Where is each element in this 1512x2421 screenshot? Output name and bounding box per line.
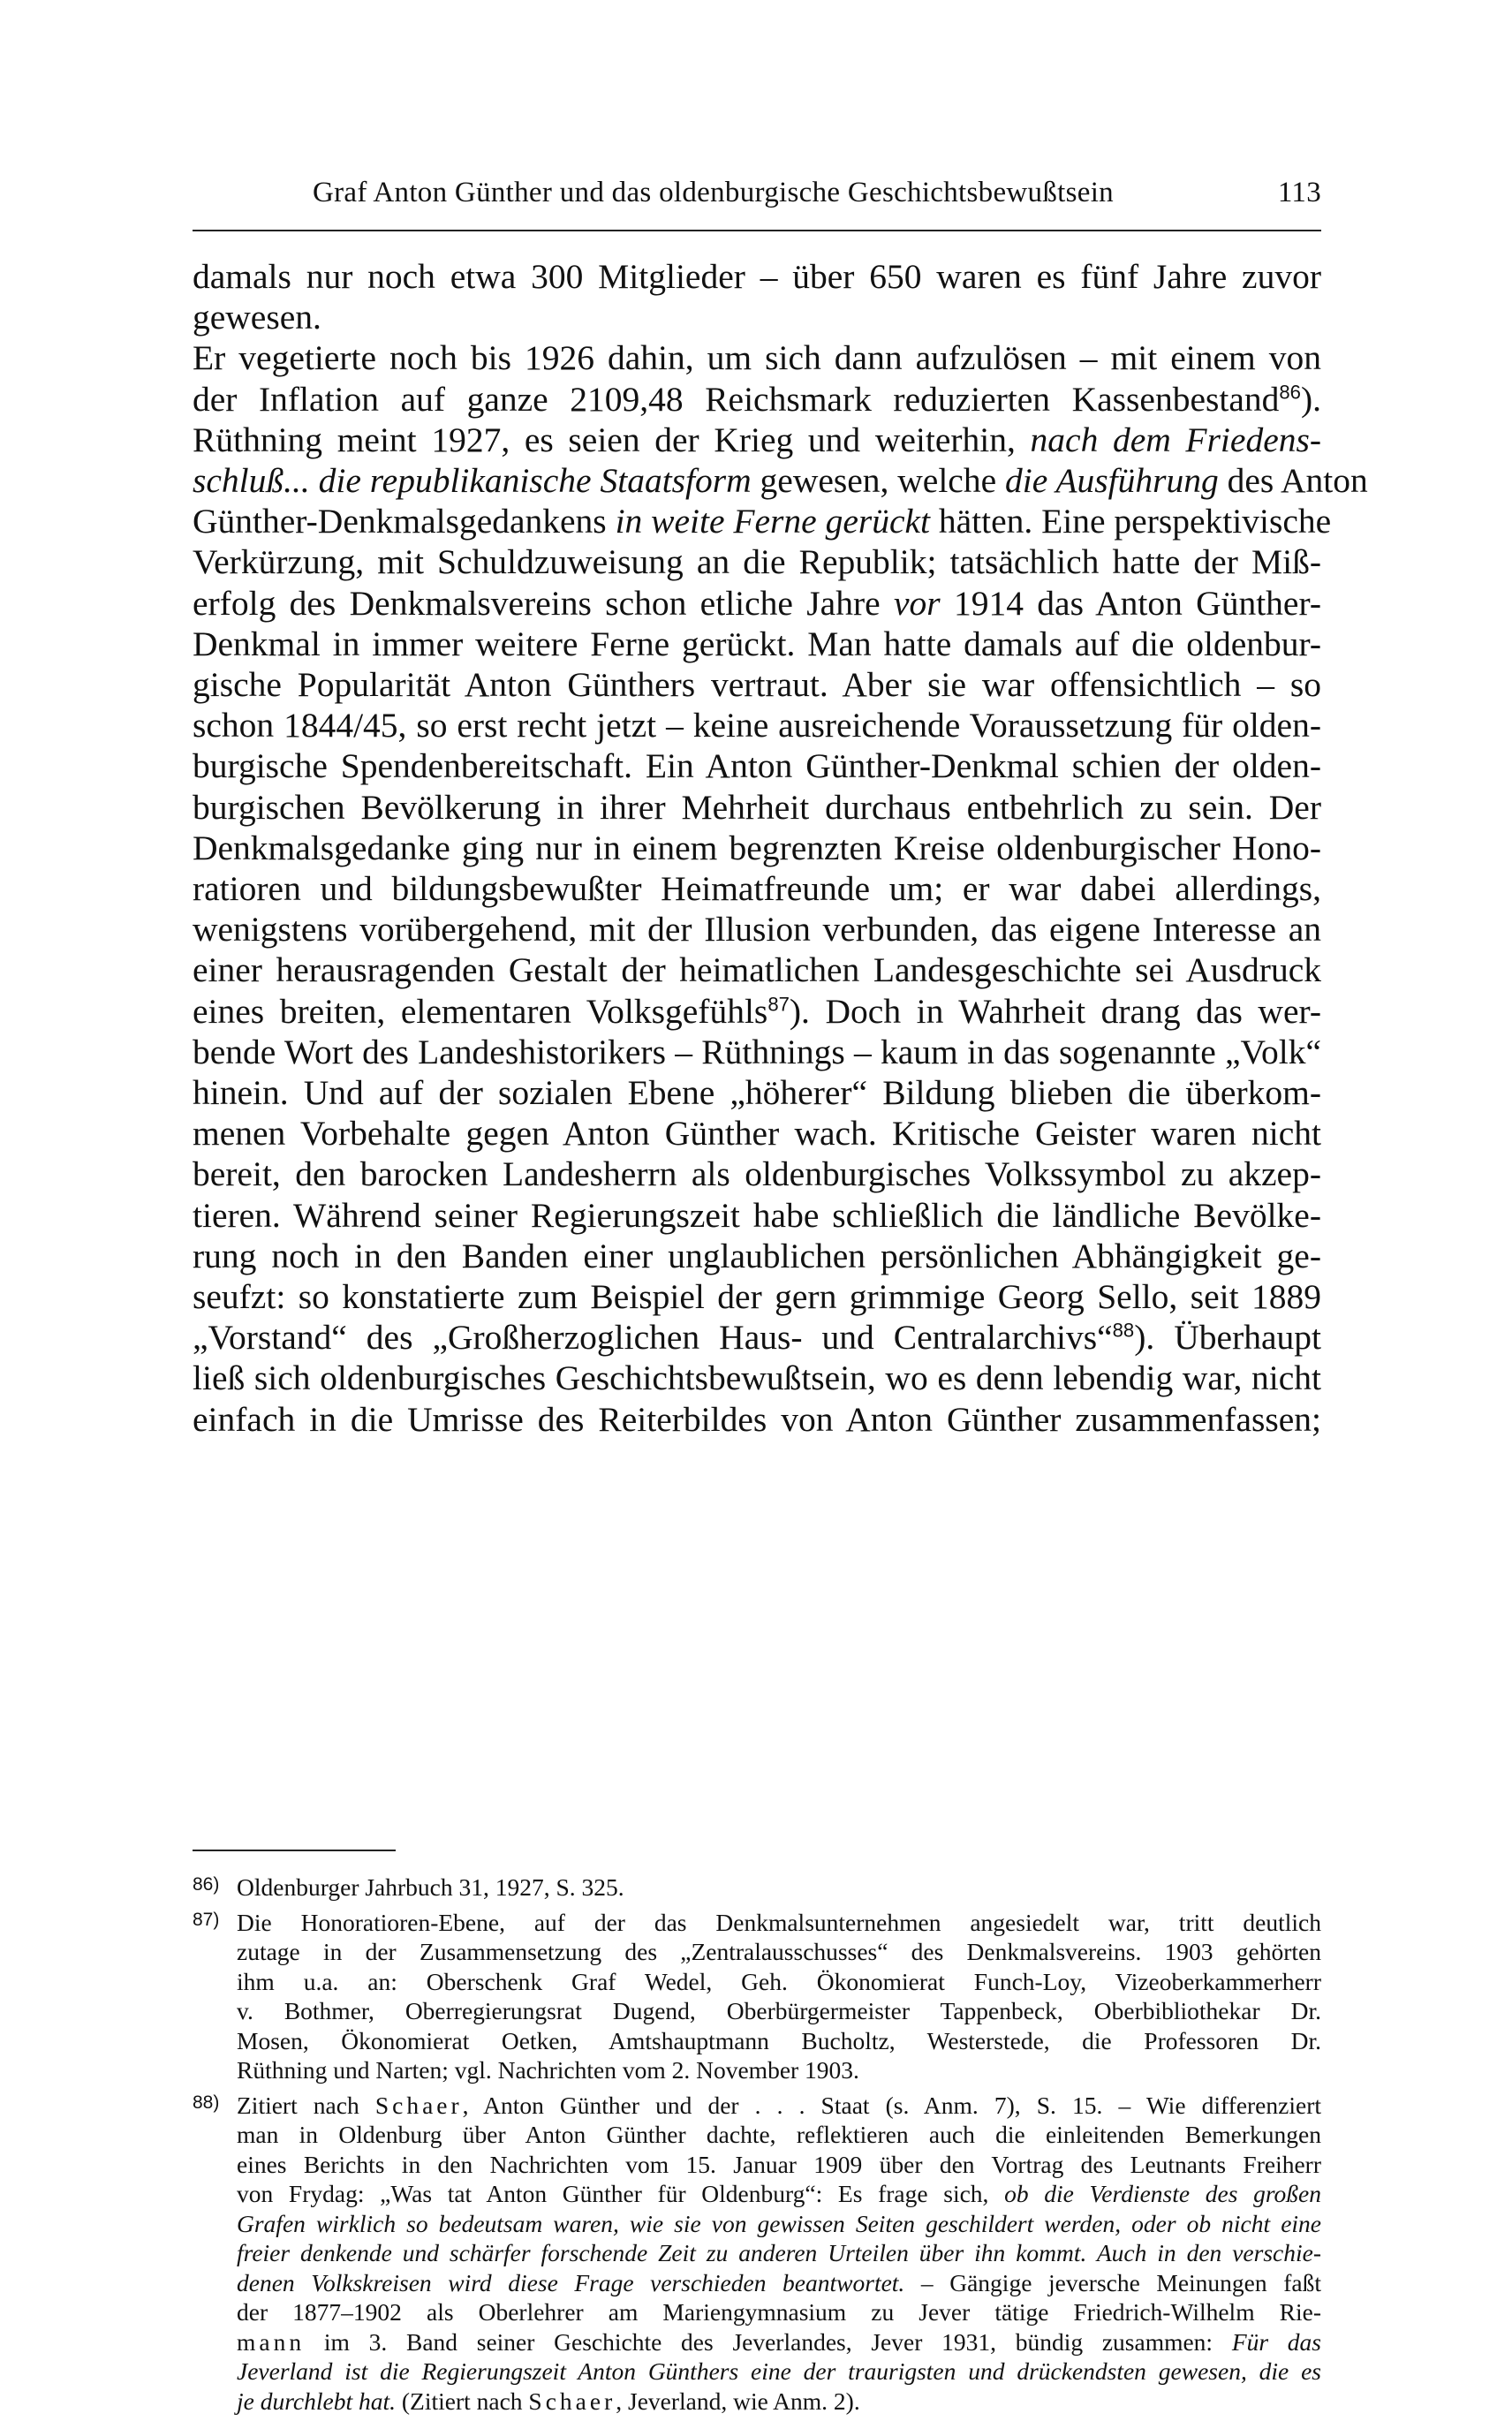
text-line: tieren. Während seiner Regierungszeit habe schließlich die ländliche Bevölke- [193,1195,1321,1235]
text-line: Denkmalsgedanke ging nur in einem begrenzten Kreise oldenburgischer Hono- [193,828,1321,867]
text-line: gewesen. [193,298,321,337]
footnote-line: Mosen, Ökonomierat Oetken, Amtshauptmann Bucholtz, Westerstede, die Professoren Dr. [237,2026,1321,2054]
running-head: Graf Anton Günther und das oldenburgische Geschichtsbewußtsein [313,177,1114,208]
text-line [193,1317,1321,1358]
footnote-87 [193,1908,1321,2085]
italic-quote: nach dem Friedens- [1030,420,1322,459]
text-segment: , Jeverland, wie Anm. 2). [616,2387,860,2415]
italic-quote: Für das [1231,2327,1322,2356]
paragraph [193,256,1321,337]
text-line: menen Vorbehalte gegen Anton Günther wach. Kritische Geister waren nicht [193,1114,1321,1154]
italic-quote: schluß... die republikanische Staatsform [193,461,752,501]
author-name: mann [237,2327,306,2356]
footnote-line: ihm u.a. an: Oberschenk Graf Wedel, Geh. Ökonomierat Funch-Loy, Vizeoberkammerherr [237,1967,1321,1995]
text-line [193,583,1321,624]
footnote-line [237,2357,1321,2387]
header-rule [193,230,1321,231]
italic-quote: denen Volkskreisen wird diese Frage verschieden beantwortet. [237,2268,905,2296]
footnote-label: 87) [193,1909,220,1930]
text-line: Denkmal in immer weitere Ferne gerückt. Man hatte damals auf die oldenbur- [193,624,1321,663]
text-segment: – Gängige jeversche Meinungen faßt [904,2268,1321,2296]
text-line: bereit, den barocken Landesherrn als oldenburgisches Volkssymbol zu akzep- [193,1154,1321,1194]
text-line [193,379,1321,420]
author-name: Schaer [374,2091,463,2119]
footnote-line: der 1877–1902 als Oberlehrer am Mariengymnasium zu Jever tätige Friedrich-Wilhelm Rie- [237,2298,1321,2326]
text-segment: gewesen, welche [751,461,1005,501]
text-line: rung noch in den Banden einer unglaublichen persönlichen Abhängigkeit ge- [193,1236,1321,1275]
footnote-label: 88) [193,2092,220,2113]
footnote-line [237,2209,1321,2239]
footnote-line: man in Oldenburg über Anton Günther dachte, reflektieren auch die einleitenden Bemerkungen [237,2121,1321,2148]
text-line: hinein. Und auf der sozialen Ebene „höherer“ Bildung blieben die überkom- [193,1073,1321,1113]
text-segment: „Vorstand“ des „Großherzoglichen Haus- und Centralarchivs“ [193,1318,1113,1358]
text-segment: , Anton Günther und der . . . Staat (s. Anm. 7), S. 15. – Wie differenziert [462,2091,1321,2119]
text-segment: Zitiert nach [237,2091,375,2119]
footnote-line: zutage in der Zusammensetzung des „Zentralausschusses“ des Denkmalsvereins. 1903 gehörten [237,1938,1321,1965]
author-name: Schaer [528,2387,616,2415]
footnote-88 [193,2091,1321,2417]
text-line [193,420,1321,460]
text-segment: (Zitiert nach [396,2387,529,2415]
text-line: ließ sich oldenburgisches Geschichtsbewußtsein, wo es denn lebendig war, nicht [193,1358,1321,1398]
text-line: einfach in die Umrisse des Reiterbildes von Anton Günther zusammenfassen; [193,1399,1321,1439]
text-line: einer herausragenden Gestalt der heimatlichen Landesgeschichte sei Ausdruck [193,950,1321,990]
page-number: 113 [1277,177,1321,208]
italic-quote: die Ausführung [1005,461,1219,501]
text-segment: ). Doch in Wahrheit drang das wer- [789,991,1321,1031]
text-line: schon 1844/45, so erst recht jetzt – keine ausreichende Voraussetzung für olden- [193,706,1321,745]
text-segment: erfolg des Denkmalsvereins schon etliche Jahre [193,583,894,623]
footnote-line [237,2238,1321,2268]
text-segment: des Anton [1218,461,1368,501]
footnote-line [237,2091,1321,2121]
text-line [193,501,1332,541]
text-segment: ). [1300,379,1321,419]
footnote-86 [193,1872,1321,1903]
footnote-ref: 86 [1279,380,1301,403]
footnote-line [237,2179,1321,2209]
text-segment: ). Überhaupt [1134,1318,1321,1358]
footnote-line: Oldenburger Jahrbuch 31, 1927, S. 325. [237,1873,624,1901]
footnote-ref: 87 [767,992,790,1015]
footnotes [193,1872,1321,2421]
main-text [193,256,1368,1440]
text-line: wenigstens vorübergehend, mit der Illusion verbunden, das eigene Interesse an [193,910,1321,949]
footnote-ref: 88 [1112,1319,1135,1342]
text-line: burgischen Bevölkerung in ihrer Mehrheit durchaus entbehrlich zu sein. Der [193,787,1321,827]
text-segment: hätten. Eine perspektivische [930,502,1332,541]
footnote-line: eines Berichts in den Nachrichten vom 15. Januar 1909 über den Vortrag des Leutnants Freiherr [237,2150,1321,2178]
footnote-line: Rüthning und Narten; vgl. Nachrichten vom 2. November 1903. [237,2056,859,2084]
text-line [193,991,1321,1032]
text-line: gische Popularität Anton Günthers vertraut. Aber sie war offensichtlich – so [193,665,1321,705]
text-segment: im 3. Band seiner Geschichte des Jeverlandes, Jever 1931, bündig zusammen: [305,2327,1232,2356]
italic-quote: Grafen wirklich so bedeutsam waren, wie sie von gewissen Seiten geschildert werden, oder ob nicht eine [237,2209,1321,2237]
text-line [193,460,1368,501]
paragraph [193,337,1368,1439]
text-segment: 1914 das Anton Günther- [940,583,1321,623]
footnote-label: 86) [193,1874,220,1895]
text-segment: eines breiten, elementaren Volksgefühls [193,991,768,1031]
italic-quote: freier denkende und schärfer forschende Zeit zu anderen Urteilen über ihn kommt. Auch in den verschie- [237,2239,1321,2266]
italic-word: vor [893,583,941,623]
italic-quote: ob die Verdienste des großen [1004,2180,1321,2207]
text-line: Verkürzung, mit Schuldzuweisung an die Republik; tatsächlich hatte der Miß- [193,542,1321,582]
text-line: ratioren und bildungsbewußter Heimatfreunde um; er war dabei allerdings, [193,869,1321,909]
italic-quote: je durchlebt hat. [237,2387,396,2415]
footnote-line: Die Honoratioren-Ebene, auf der das Denkmalsunternehmen angesiedelt war, tritt deutlich [237,1908,1321,1936]
italic-quote: Jeverland ist die Regierungszeit Anton Günthers eine der traurigsten und drückendsten gewesen, die es [237,2357,1321,2385]
text-segment: Günther-Denkmalsgedankens [193,502,616,541]
footnote-line [237,2268,1321,2298]
text-segment: von Frydag: „Was tat Anton Günther für Oldenburg“: Es frage sich, [237,2180,1005,2207]
footnote-line: v. Bothmer, Oberregierungsrat Dugend, Oberbürgermeister Tappenbeck, Oberbibliothekar Dr. [237,1997,1321,2024]
text-segment: Rüthning meint 1927, es seien der Krieg und weiterhin, [193,420,1031,459]
text-line: damals nur noch etwa 300 Mitglieder – über 650 waren es fünf Jahre zuvor [193,257,1321,296]
text-line: bende Wort des Landeshistorikers – Rüthnings – kaum in das sogenannte „Volk“ [193,1032,1321,1071]
footnote-line [237,2387,1321,2417]
text-segment: der Inflation auf ganze 2109,48 Reichsmark reduzierten Kassenbestand [193,379,1280,419]
footnote-rule [193,1850,396,1851]
text-line: burgische Spendenbereitschaft. Ein Anton Günther-Denkmal schien der olden- [193,746,1321,786]
italic-quote: in weite Ferne gerückt [615,502,931,541]
text-line: seufzt: so konstatierte zum Beispiel der gern grimmige Georg Sello, seit 1889 [193,1277,1321,1317]
text-line: Er vegetierte noch bis 1926 dahin, um sich dann aufzulösen – mit einem von [193,338,1321,378]
footnote-line [237,2327,1321,2357]
